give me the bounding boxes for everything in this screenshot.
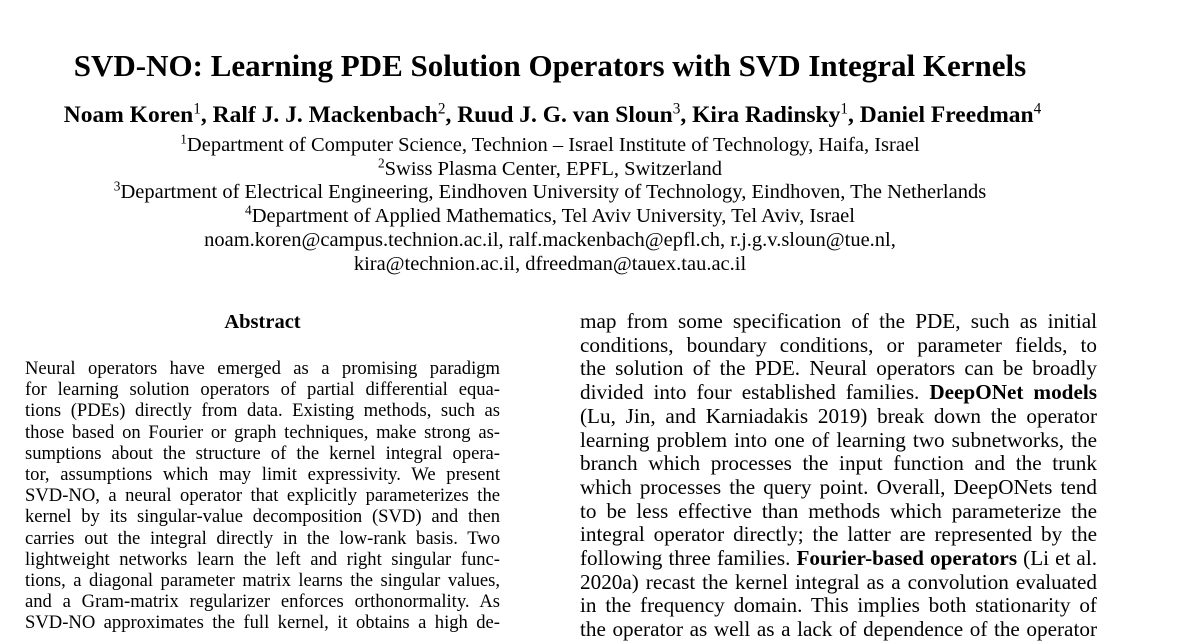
email-line: noam.koren@campus.technion.ac.il, ralf.mackenbach@epfl.ch, r.j.g.v.sloun@tue.nl, xyxy=(204,228,896,251)
author-separator: , xyxy=(848,102,860,128)
abstract-line: for learning solution operators of partial differential equa- xyxy=(25,379,500,401)
intro-line xyxy=(580,405,1097,429)
intro-line xyxy=(580,547,1097,571)
intro-line xyxy=(580,523,1097,547)
abstract-line: SVD-NO approximates the full kernel, it obtains a high de- xyxy=(25,612,500,634)
author-name: Ralf J. J. Mackenbach xyxy=(212,102,438,128)
intro-line xyxy=(580,381,1097,405)
abstract-line: sumptions about the structure of the kernel integral opera- xyxy=(25,442,500,464)
intro-text: conditions, boundary conditions, or parameter fields, to xyxy=(580,332,1097,357)
intro-text: (Lu, Jin, and Karniadakis 2019) break down the operator xyxy=(580,403,1097,428)
abstract-line: tor, assumptions which may limit expressivity. We present xyxy=(25,464,500,486)
intro-line xyxy=(580,357,1097,381)
intro-line xyxy=(580,429,1097,453)
author-list xyxy=(0,97,1105,133)
abstract-line: kernel by its singular-value decomposition (SVD) and then xyxy=(25,506,500,528)
affiliation-mark: 1 xyxy=(180,131,187,147)
author-affiliation-mark: 1 xyxy=(193,100,201,118)
abstract-line: carries out the integral directly in the low-rank basis. Two xyxy=(25,527,500,549)
abstract-line: tions, a diagonal parameter matrix learns the singular values, xyxy=(25,570,500,592)
author-separator: , xyxy=(445,102,458,128)
author-name: Daniel Freedman xyxy=(859,102,1034,128)
abstract-line: SVD-NO, a neural operator that explicitly parameterizes the xyxy=(25,485,500,507)
affiliations-block xyxy=(0,131,1100,276)
author-separator: , xyxy=(200,102,213,128)
affiliation-mark: 4 xyxy=(245,202,252,218)
affiliation-line xyxy=(0,131,1100,158)
abstract-heading: Abstract xyxy=(224,311,301,333)
intro-line xyxy=(580,500,1097,524)
affiliation-text: Department of Computer Science, Technion – Israel Institute of Technology, Haifa, Israel xyxy=(186,134,920,156)
affiliation-text: Department of Electrical Engineering, Eindhoven University of Technology, Eindhoven, The Netherlands xyxy=(120,181,987,204)
email-line: kira@technion.ac.il, dfreedman@tauex.tau.ac.il xyxy=(353,252,747,275)
abstract-body xyxy=(25,358,500,634)
intro-text: in the frequency domain. This implies both stationarity of xyxy=(580,593,1097,618)
affiliation-line xyxy=(0,202,1100,229)
right-column-introduction xyxy=(580,310,1097,642)
author-affiliation-mark: 1 xyxy=(840,100,848,118)
intro-text: which processes the query point. Overall, DeepONets tend xyxy=(580,474,1097,499)
intro-text: the operator as well as a lack of dependence of the operator xyxy=(580,617,1097,642)
affiliation-mark: 3 xyxy=(113,179,121,195)
intro-line xyxy=(580,310,1097,334)
intro-text: learning problem into one of learning two subnetworks, the xyxy=(580,427,1097,452)
intro-line xyxy=(580,452,1097,476)
abstract-line: tions (PDEs) directly from data. Existing methods, such as xyxy=(25,400,500,422)
affiliation-mark: 2 xyxy=(377,155,385,171)
intro-line xyxy=(580,334,1097,358)
intro-text: integral operator directly; the latter are represented by the xyxy=(580,522,1097,547)
author-affiliation-mark: 3 xyxy=(672,100,681,118)
intro-text: to be less effective than methods which parameterize the xyxy=(580,498,1097,523)
affiliation-text: Department of Applied Mathematics, Tel Aviv University, Tel Aviv, Israel xyxy=(251,205,855,228)
abstract-line: those based on Fourier or graph techniques, make strong as- xyxy=(25,421,500,443)
intro-line xyxy=(580,476,1097,500)
affiliation-line xyxy=(0,155,1100,182)
author-name: Ruud J. G. van Sloun xyxy=(457,102,673,128)
abstract-line: and a Gram-matrix regularizer enforces orthonormality. As xyxy=(25,591,500,613)
paper-title: SVD-NO: Learning PDE Solution Operators with SVD Integral Kernels xyxy=(73,48,1027,83)
intro-text: following three families. xyxy=(580,546,797,571)
left-column xyxy=(25,308,500,634)
intro-text: 2020a) recast the kernel integral as a convolution evaluated xyxy=(580,569,1097,594)
bold-term: Fourier-based operators xyxy=(796,546,1018,571)
intro-text: branch which processes the input function and the trunk xyxy=(580,451,1097,476)
intro-text: divided into four established families. xyxy=(580,380,930,405)
intro-text: the solution of the PDE. Neural operators can be broadly xyxy=(580,356,1097,381)
affiliation-text: Swiss Plasma Center, EPFL, Switzerland xyxy=(384,157,723,180)
intro-text: (Li et al. xyxy=(1017,546,1098,571)
bold-term: DeepONet models xyxy=(929,380,1097,405)
abstract-line: lightweight networks learn the left and right singular func- xyxy=(25,548,500,570)
author-affiliation-mark: 2 xyxy=(437,100,446,118)
author-separator: , xyxy=(680,102,693,128)
author-name: Noam Koren xyxy=(63,102,194,128)
intro-text: map from some specification of the PDE, such as initial xyxy=(580,309,1097,333)
abstract-line: Neural operators have emerged as a promising paradigm xyxy=(25,358,500,379)
author-affiliation-mark: 4 xyxy=(1033,100,1042,118)
affiliation-line xyxy=(0,181,1100,205)
author-name: Kira Radinsky xyxy=(692,102,841,128)
intro-line xyxy=(580,594,1097,618)
intro-line xyxy=(580,571,1097,595)
